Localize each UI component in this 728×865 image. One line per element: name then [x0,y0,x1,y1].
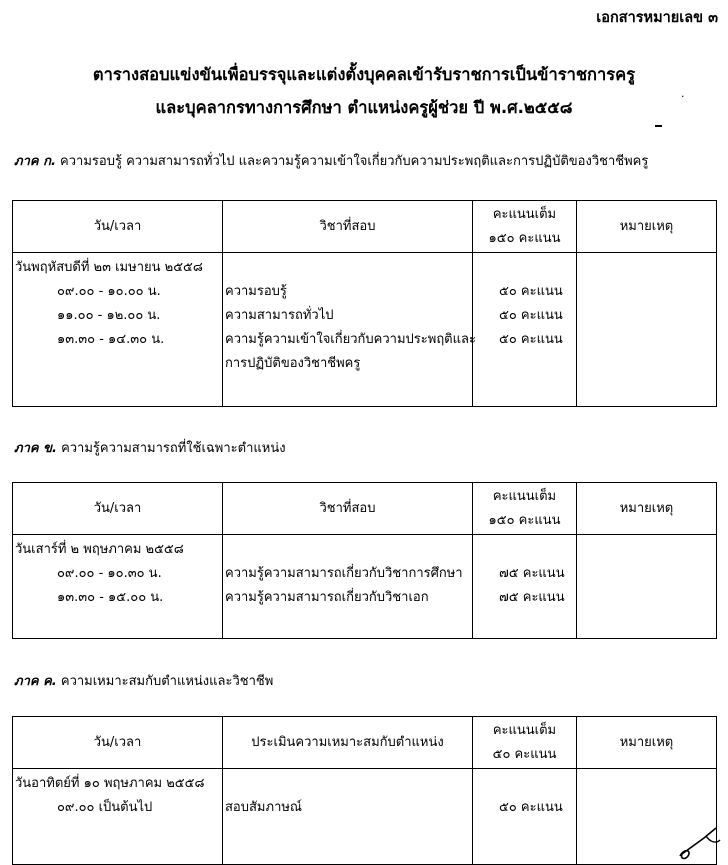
table-header-row [13,483,717,535]
exam-score: ๕๐ คะแนน [499,800,563,815]
exam-time: ๑๓.๓๐ - ๑๕.๐๐ น. [57,590,164,605]
exam-time: ๐๙.๐๐ - ๑๐.๓๐ น. [57,566,162,581]
full-score-total: ๑๕๐ คะแนน [488,512,561,528]
section-b-label: ภาค ข. [14,441,57,456]
score-cell [473,253,577,407]
exam-subject: ความสามารถทั่วไป [225,308,334,323]
remark-cell [577,253,717,407]
table-header-row [13,717,717,769]
exam-subject: ความรู้ความเข้าใจเกี่ยวกับความประพฤติและ [225,332,476,347]
column-header-subject: วิชาที่สอบ [223,201,473,253]
exam-subject: ความรอบรู้ [225,284,287,299]
section-b-title: ความรู้ความสามารถที่ใช้เฉพาะตำแหน่ง [61,441,286,456]
date-time-cell [13,769,223,865]
document-title-line-2: และบุคลากรทางการศึกษา ตำแหน่งครูผู้ช่วย ปี พ.ศ.๒๕๕๘ [155,98,573,117]
column-header-full-score [473,201,577,253]
date-time-cell [13,535,223,639]
exam-date: วันพฤหัสบดีที่ ๒๓ เมษายน ๒๕๕๘ [15,260,203,275]
column-header-date-time: วัน/เวลา [13,717,223,769]
column-header-full-score [473,717,577,769]
full-score-label: คะแนนเต็ม [492,206,557,222]
full-score-label: คะแนนเต็ม [492,722,557,738]
document-title-line-1: ตารางสอบแข่งขันเพื่อบรรจุและแต่งตั้งบุคคลเข้ารับราชการเป็นข้าราชการครู [92,65,636,84]
exam-time: ๐๙.๐๐ เป็นต้นไป [57,800,153,815]
column-header-remark: หมายเหตุ [577,201,717,253]
table-row [13,253,717,407]
document-number: เอกสารหมายเลข ๓ [596,10,718,26]
handwritten-initial-mark [676,826,722,862]
exam-score: ๕๐ คะแนน [499,332,563,347]
subject-cell [223,535,473,639]
exam-subject: ความรู้ความสามารถเกี่ยวกับวิชาการศึกษา [225,566,463,581]
remark-cell [577,535,717,639]
column-header-assessment: ประเมินความเหมาะสมกับตำแหน่ง [223,717,473,769]
column-header-date-time: วัน/เวลา [13,201,223,253]
section-c-label: ภาค ค. [14,674,57,689]
exam-subject: สอบสัมภาษณ์ [225,800,302,815]
score-cell [473,769,577,865]
scan-dot-mark: · [681,90,685,103]
subject-cell [223,769,473,865]
table-row [13,535,717,639]
exam-time: ๑๓.๓๐ - ๑๔.๓๐ น. [57,332,165,347]
section-a-title: ความรอบรู้ ความสามารถทั่วไป และความรู้ความเข้าใจเกี่ยวกับความประพฤติและการปฏิบัติของวิชาชีพครู [60,154,649,169]
subject-cell [223,253,476,407]
exam-subject: ความรู้ความสามารถเกี่ยวกับวิชาเอก [225,590,429,605]
section-c-heading [14,670,273,691]
section-a-label: ภาค ก. [14,154,56,169]
column-header-subject: วิชาที่สอบ [223,483,473,535]
section-b-table [12,482,717,639]
column-header-remark: หมายเหตุ [577,717,717,769]
section-c-table [12,716,717,865]
section-a-table [12,200,717,407]
column-header-full-score [473,483,577,535]
exam-date: วันเสาร์ที่ ๒ พฤษภาคม ๒๕๕๘ [15,542,184,557]
exam-score: ๕๐ คะแนน [499,308,563,323]
table-row [13,769,717,865]
date-time-cell [13,253,223,407]
table-header-row [13,201,717,253]
full-score-total: ๑๕๐ คะแนน [488,230,561,246]
full-score-total: ๕๐ คะแนน [492,746,557,762]
section-b-heading [14,437,286,458]
section-a-heading [14,150,648,171]
exam-score: ๕๐ คะแนน [499,284,563,299]
section-c-title: ความเหมาะสมกับตำแหน่งและวิชาชีพ [60,674,274,689]
exam-subject-continued: การปฏิบัติของวิชาชีพครู [225,356,361,371]
score-cell [473,535,577,639]
exam-score: ๗๕ คะแนน [499,566,565,581]
exam-date: วันอาทิตย์ที่ ๑๐ พฤษภาคม ๒๕๕๘ [15,776,205,791]
exam-time: ๐๙.๐๐ - ๑๐.๐๐ น. [57,284,161,299]
column-header-remark: หมายเหตุ [577,483,717,535]
full-score-label: คะแนนเต็ม [492,488,557,504]
exam-score: ๗๕ คะแนน [499,590,565,605]
exam-time: ๑๑.๐๐ - ๑๒.๐๐ น. [57,308,161,323]
scan-dash-mark [655,125,662,127]
column-header-date-time: วัน/เวลา [13,483,223,535]
